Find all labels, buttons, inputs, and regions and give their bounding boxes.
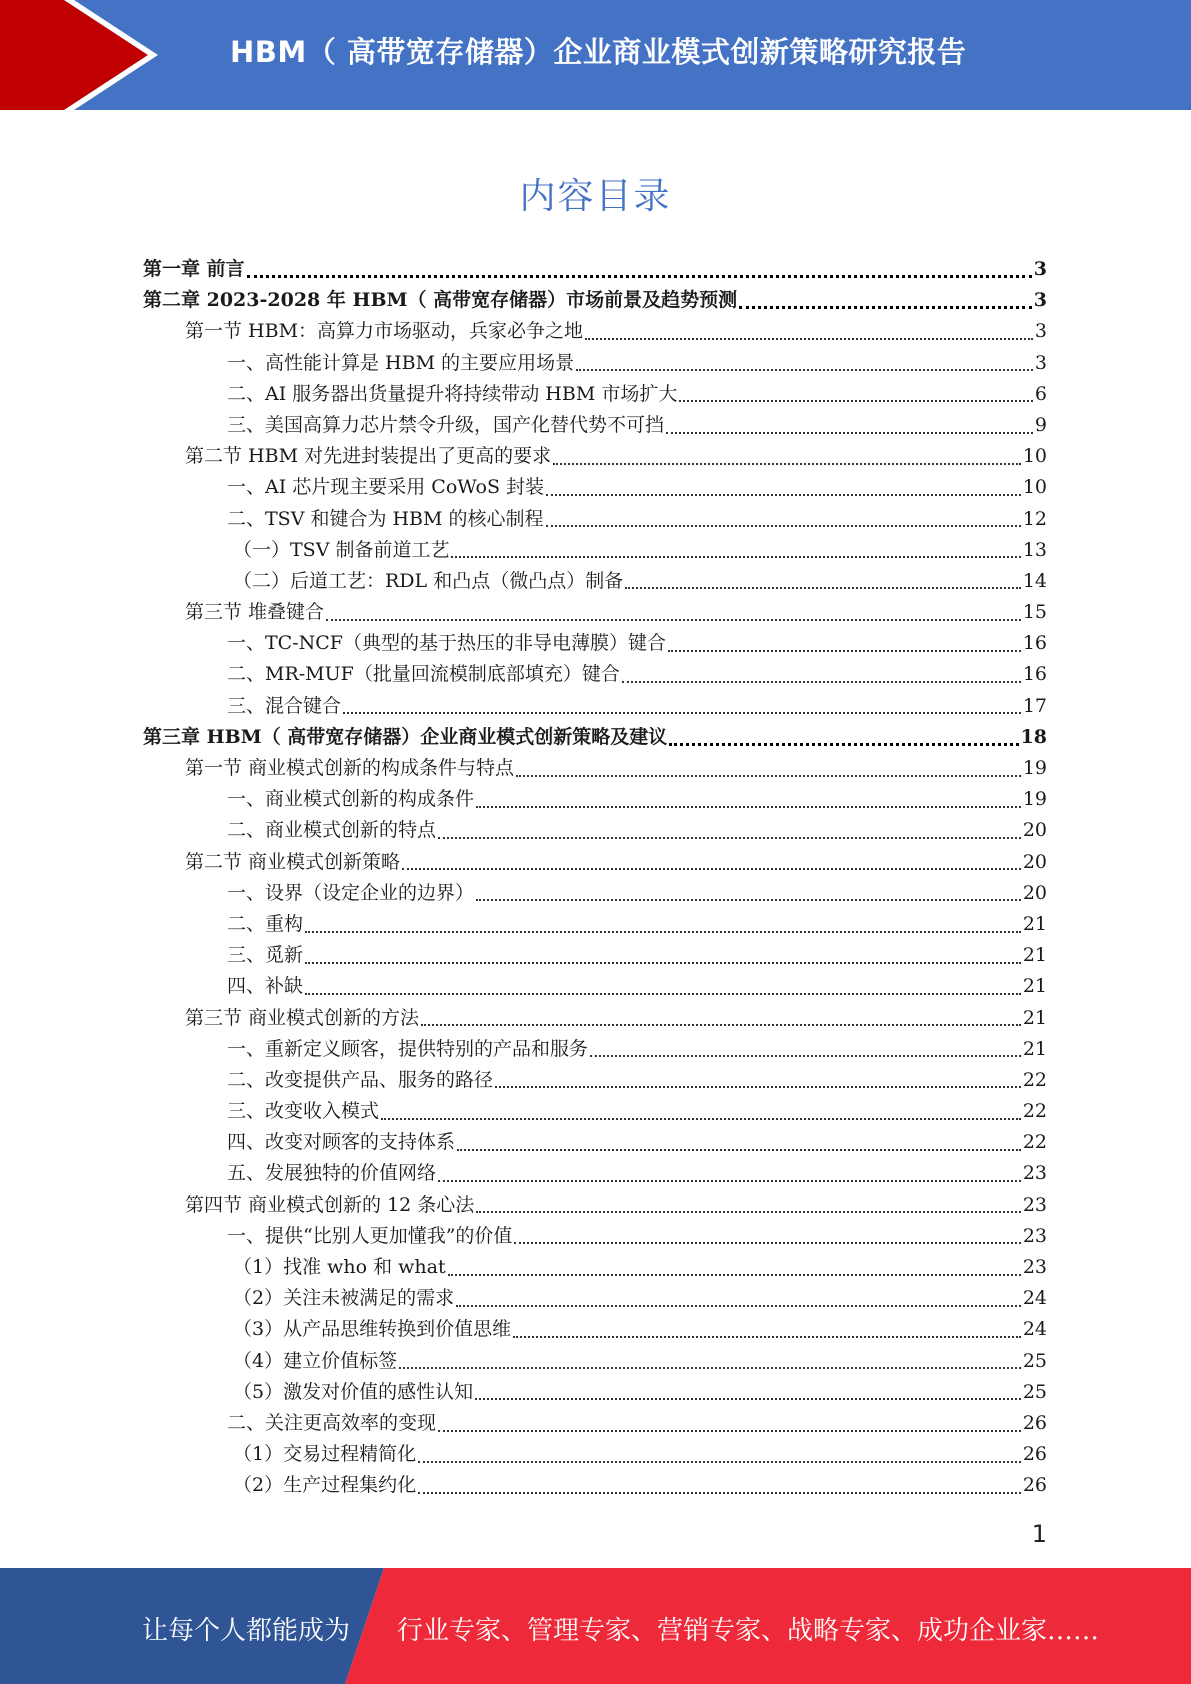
toc-entry[interactable] [143, 1190, 1047, 1221]
toc-entry-page: 25 [1022, 1380, 1047, 1403]
toc-entry-page: 22 [1022, 1068, 1047, 1091]
toc-dot-leader [476, 899, 1021, 901]
toc-entry-page: 3 [1034, 320, 1047, 343]
toc-entry[interactable] [143, 1096, 1047, 1127]
toc-dot-leader [553, 463, 1021, 465]
toc-entry[interactable] [143, 316, 1047, 347]
page-number: 1 [1031, 1520, 1047, 1548]
toc-dot-leader [669, 743, 1018, 746]
page-header [0, 0, 1191, 110]
toc-entry-text: 三、美国高算力芯片禁令升级，国产化替代势不可挡 [227, 413, 665, 436]
toc-dot-leader [476, 806, 1021, 808]
toc-dot-leader [343, 712, 1021, 714]
toc-entry-text: （2）关注未被满足的需求 [233, 1287, 455, 1310]
toc-dot-leader [546, 494, 1021, 496]
toc-dot-leader [590, 1055, 1021, 1057]
toc-entry-text: 二、TSV 和键合为 HBM 的核心制程 [227, 507, 544, 530]
footer-slogan-right: 行业专家、管理专家、营销专家、战略专家、成功企业家…… [397, 1616, 1100, 1646]
toc-entry[interactable] [143, 1346, 1047, 1377]
toc-entry-page: 3 [1033, 289, 1047, 312]
toc-entry-text: （一）TSV 制备前道工艺 [233, 538, 450, 561]
toc-entry-page: 24 [1022, 1318, 1047, 1341]
toc-entry-page: 3 [1033, 258, 1047, 280]
toc-dot-leader [456, 1305, 1021, 1307]
toc-entry[interactable] [143, 1408, 1047, 1439]
toc-entry-page: 26 [1022, 1474, 1047, 1497]
toc-entry-text: 二、商业模式创新的特点 [227, 819, 437, 842]
toc-entry-page: 19 [1022, 757, 1047, 779]
toc-entry-page: 21 [1022, 1006, 1047, 1029]
toc-title: 内容目录 [519, 176, 672, 217]
toc-entry-text: 第三节 商业模式创新的方法 [185, 1006, 420, 1029]
toc-entry-text: （3）从产品思维转换到价值思维 [233, 1318, 512, 1341]
toc-entry-page: 16 [1022, 632, 1047, 655]
toc-entry[interactable] [143, 285, 1047, 316]
toc-dot-leader [514, 1242, 1020, 1244]
toc-entry-page: 22 [1022, 1131, 1047, 1154]
toc-dot-leader [421, 1024, 1021, 1026]
toc-dot-leader [402, 868, 1021, 870]
toc-dot-leader [399, 1367, 1021, 1369]
toc-entry-text: 一、AI 芯片现主要采用 CoWoS 封装 [227, 476, 545, 499]
toc-entry-text: 第三章 HBM（ 高带宽存储器）企业商业模式创新策略及建议 [143, 725, 668, 748]
toc-entry-text: 第一节 HBM：高算力市场驱动，兵家必争之地 [185, 320, 584, 343]
toc-entry-page: 14 [1022, 569, 1047, 592]
toc-entry[interactable] [143, 1439, 1047, 1470]
toc-entry-page: 20 [1022, 850, 1047, 873]
toc-entry-page: 21 [1022, 912, 1047, 935]
toc-entry[interactable] [143, 1158, 1047, 1189]
toc-entry-text: 三、觅新 [227, 944, 304, 967]
toc-entry-text: 一、TC-NCF（典型的基于热压的非导电薄膜）键合 [227, 632, 666, 655]
toc-entry-text: 第一章 前言 [143, 258, 245, 280]
toc-entry-page: 16 [1022, 663, 1047, 686]
toc-dot-leader [418, 1492, 1021, 1494]
toc-dot-leader [546, 525, 1021, 527]
toc-dot-leader [438, 1180, 1021, 1182]
toc-dot-leader [305, 931, 1021, 933]
toc-entry-page: 3 [1034, 351, 1047, 374]
toc-entry-page: 21 [1022, 944, 1047, 967]
header-title: HBM（ 高带宽存储器）企业商业模式创新策略研究报告 [230, 35, 967, 69]
toc-entry-text: （5）激发对价值的感性认知 [233, 1380, 474, 1403]
toc-entry[interactable] [143, 1283, 1047, 1314]
toc-dot-leader [739, 306, 1032, 309]
toc-entry-page: 25 [1022, 1349, 1047, 1372]
toc-entry-page: 10 [1022, 476, 1047, 499]
toc-entry-text: 二、AI 服务器出货量提升将持续带动 HBM 市场扩大 [227, 382, 678, 405]
toc-dot-leader [475, 1398, 1021, 1400]
toc-entry-page: 18 [1020, 725, 1047, 748]
toc-entry[interactable] [143, 535, 1047, 566]
toc-entry[interactable] [143, 691, 1047, 722]
toc-entry-page: 21 [1022, 1037, 1047, 1060]
toc-entry[interactable] [143, 254, 1047, 285]
toc-dot-leader [513, 1336, 1021, 1338]
toc-entry[interactable] [143, 1003, 1047, 1034]
toc-entry[interactable] [143, 753, 1047, 784]
toc-entry-page: 6 [1034, 382, 1047, 405]
toc-dot-leader [438, 837, 1021, 839]
toc-entry-text: 第一节 商业模式创新的构成条件与特点 [185, 757, 515, 779]
toc-entry[interactable] [143, 628, 1047, 659]
toc-entry-text: （二）后道工艺：RDL 和凸点（微凸点）制备 [233, 569, 624, 592]
toc-dot-leader [418, 1461, 1021, 1463]
toc-entry-text: 第二节 商业模式创新策略 [185, 850, 401, 873]
toc-entry-text: （1）找准 who 和 what [233, 1256, 446, 1278]
toc-entry[interactable] [143, 597, 1047, 628]
toc-entry-text: 一、设界（设定企业的边界） [227, 881, 475, 904]
toc-entry-text: 第二节 HBM 对先进封装提出了更高的要求 [185, 445, 552, 468]
toc-dot-leader [381, 1118, 1021, 1120]
toc-entry-text: 一、商业模式创新的构成条件 [227, 788, 475, 811]
toc-entry-page: 26 [1022, 1411, 1047, 1434]
footer-slogan-left: 让每个人都能成为 [142, 1616, 351, 1646]
toc-entry-page: 23 [1022, 1224, 1047, 1247]
toc-entry-page: 15 [1022, 601, 1047, 624]
toc-entry-page: 20 [1022, 881, 1047, 904]
toc-entry-text: 二、改变提供产品、服务的路径 [227, 1068, 494, 1091]
table-of-contents [143, 254, 1047, 1502]
toc-entry-text: 五、发展独特的价值网络 [227, 1162, 437, 1185]
toc-entry[interactable] [143, 940, 1047, 971]
toc-entry-text: 第二章 2023-2028 年 HBM（ 高带宽存储器）市场前景及趋势预测 [143, 289, 738, 312]
toc-entry-page: 23 [1022, 1193, 1047, 1216]
toc-dot-leader [448, 1274, 1021, 1276]
toc-entry-text: 第四节 商业模式创新的 12 条心法 [185, 1193, 475, 1216]
toc-entry[interactable] [143, 1470, 1047, 1501]
toc-entry-text: （4）建立价值标签 [233, 1349, 398, 1372]
toc-entry-page: 21 [1022, 975, 1047, 998]
toc-dot-leader [625, 587, 1021, 589]
toc-dot-leader [668, 650, 1021, 652]
toc-dot-leader [457, 1149, 1021, 1151]
toc-entry[interactable] [143, 379, 1047, 410]
toc-entry-page: 23 [1022, 1256, 1047, 1278]
toc-entry-text: 一、提供“比别人更加懂我”的价值 [227, 1224, 513, 1247]
toc-dot-leader [305, 962, 1021, 964]
toc-entry-page: 19 [1022, 788, 1047, 811]
toc-entry[interactable] [143, 659, 1047, 690]
toc-entry-page: 17 [1022, 694, 1047, 717]
toc-dot-leader [326, 619, 1021, 621]
toc-dot-leader [305, 993, 1021, 995]
toc-entry[interactable] [143, 847, 1047, 878]
toc-entry-text: 二、MR-MUF（批量回流模制底部填充）键合 [227, 663, 620, 686]
toc-entry-page: 13 [1022, 538, 1047, 561]
toc-entry[interactable] [143, 815, 1047, 846]
toc-entry-page: 20 [1022, 819, 1047, 842]
toc-entry[interactable] [143, 971, 1047, 1002]
toc-entry-text: 三、混合键合 [227, 694, 342, 717]
toc-entry[interactable] [143, 1065, 1047, 1096]
toc-entry[interactable] [143, 909, 1047, 940]
toc-entry[interactable] [143, 441, 1047, 472]
toc-entry-page: 9 [1034, 413, 1047, 436]
toc-entry[interactable] [143, 1221, 1047, 1252]
toc-entry-page: 22 [1022, 1100, 1047, 1123]
toc-dot-leader [585, 338, 1033, 340]
toc-dot-leader [476, 1211, 1021, 1213]
page-footer [0, 1568, 1191, 1684]
toc-entry-page: 26 [1022, 1443, 1047, 1466]
toc-dot-leader [516, 775, 1021, 777]
toc-entry-text: 第三节 堆叠键合 [185, 601, 325, 624]
toc-dot-leader [495, 1086, 1021, 1088]
toc-entry-text: （1）交易过程精简化 [233, 1443, 417, 1466]
toc-entry-page: 10 [1022, 445, 1047, 468]
toc-entry[interactable] [143, 1127, 1047, 1158]
toc-entry-page: 24 [1022, 1287, 1047, 1310]
toc-entry[interactable] [143, 1034, 1047, 1065]
toc-dot-leader [576, 369, 1033, 371]
toc-entry-page: 23 [1022, 1162, 1047, 1185]
toc-dot-leader [622, 681, 1021, 683]
toc-dot-leader [451, 556, 1020, 558]
toc-entry-text: 二、关注更高效率的变现 [227, 1411, 437, 1434]
toc-entry-text: 二、重构 [227, 912, 304, 935]
toc-entry[interactable] [143, 410, 1047, 441]
toc-entry-text: 四、改变对顾客的支持体系 [227, 1131, 456, 1154]
toc-entry[interactable] [143, 1377, 1047, 1408]
toc-entry-text: 三、改变收入模式 [227, 1100, 380, 1123]
toc-entry[interactable] [143, 1252, 1047, 1283]
toc-entry[interactable] [143, 784, 1047, 815]
toc-entry[interactable] [143, 722, 1047, 753]
toc-dot-leader [679, 400, 1033, 402]
toc-entry-text: （2）生产过程集约化 [233, 1474, 417, 1497]
toc-dot-leader [247, 275, 1032, 278]
toc-entry-text: 四、补缺 [227, 975, 304, 998]
toc-entry[interactable] [143, 348, 1047, 379]
toc-entry-text: 一、高性能计算是 HBM 的主要应用场景 [227, 351, 575, 374]
toc-entry[interactable] [143, 1314, 1047, 1345]
toc-dot-leader [438, 1430, 1021, 1432]
toc-dot-leader [666, 432, 1033, 434]
toc-entry-page: 12 [1022, 507, 1047, 530]
toc-entry[interactable] [143, 472, 1047, 503]
toc-entry[interactable] [143, 878, 1047, 909]
toc-entry[interactable] [143, 566, 1047, 597]
toc-entry[interactable] [143, 504, 1047, 535]
toc-entry-text: 一、重新定义顾客，提供特别的产品和服务 [227, 1037, 589, 1060]
